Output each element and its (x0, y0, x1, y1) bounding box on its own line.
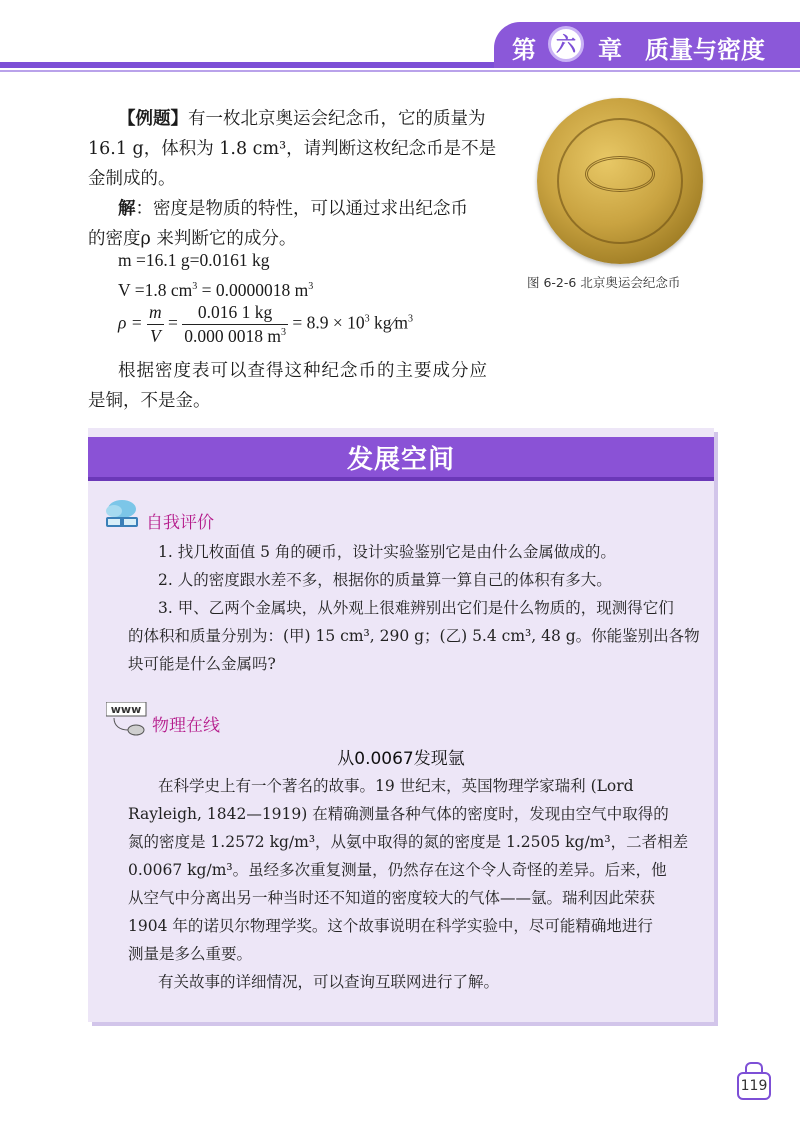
question-2: 2. 人的密度跟水差不多，根据你的质量算一算自己的体积有多大。 (158, 571, 612, 589)
physics-online-heading: 物理在线 (152, 716, 220, 736)
chapter-suffix: 章 (598, 35, 622, 64)
article-line-5: 从空气中分离出另一种当时还不知道的密度较大的气体——氩。瑞利因此荣获 (128, 889, 656, 907)
equation-volume: V =1.8 $cm^3 = 0.0000018$ $m^3$ (118, 280, 314, 300)
page-number: 119 (737, 1072, 771, 1100)
article-line-2: Rayleigh, 1842—1919) 在精确测量各种气体的密度时，发现由空气中取得的 (128, 805, 669, 823)
header-rule-thin (0, 70, 800, 72)
question-3-line-3: 块可能是什么金属吗? (128, 655, 276, 673)
development-title: 发展空间 (346, 445, 455, 475)
result-value: = 8.9 × 10 (292, 312, 365, 333)
commemorative-coin-image (537, 98, 703, 264)
article-line-7: 测量是多么重要。 (128, 945, 253, 963)
solution-text-1: ：密度是物质的特性，可以通过求出纪念币 (135, 199, 468, 219)
self-evaluation-heading: 自我评价 (146, 513, 214, 533)
example-text-1: 有一枚北京奥运会纪念币，它的质量为 (188, 109, 486, 129)
article-line-6: 1904 年的诺贝尔物理学奖。这个故事说明在科学实验中，尽可能精确地进行 (128, 917, 653, 935)
example-line-1 (118, 104, 486, 134)
example-line-3: 金制成的。 (88, 169, 176, 189)
chapter-number-badge: 六 (548, 26, 584, 62)
article-line-3: 氮的密度是 1.2572 kg∕m³，从氨中取得的氮的密度是 1.2505 kg∕m³，二者相差 (128, 833, 689, 851)
fraction-numerator: 0.016 1 kg (182, 302, 288, 325)
fraction-denominator-wrap: 0.000 0018 $m^3$ (184, 326, 286, 346)
fraction-m: m (147, 302, 164, 325)
coin-emblem (585, 156, 655, 192)
chapter-title: 质量与密度 (645, 35, 765, 64)
self-evaluation-icon (100, 497, 144, 533)
question-3-line-1: 3. 甲、乙两个金属块，从外观上很难辨别出它们是什么物质的，现测得它们 (158, 599, 674, 617)
question-3-line-2: 的体积和质量分别为：(甲) 15 cm³, 290 g；(乙) 5.4 cm³, 48 g。你能鉴别出各物 (128, 627, 700, 645)
example-line-2: 16.1 g，体积为 1.8 cm³，请判断这枚纪念币是不是 (88, 139, 497, 159)
www-icon (106, 702, 148, 736)
solution-label: 解 (118, 199, 136, 219)
fraction-m-over-v (147, 302, 164, 347)
result-unit: kg∕m (373, 312, 409, 333)
fraction-denominator: 0.000 0018 m (184, 326, 281, 346)
article-title: 从0.0067发现氩 (337, 749, 465, 769)
equation-density: ρ = $\frac{m}{V}$ = $\frac{0.016 1 kg}{0.000 0018 m^3}$ = $8.9 \times 10^3$ $kg∕m^3$ (118, 302, 414, 346)
chapter-prefix: 第 (512, 35, 536, 64)
fraction-v: V (149, 326, 161, 346)
equation-volume-left: V =1.8 cm (118, 280, 193, 300)
equation-volume-right: = 0.0000018 m (197, 280, 309, 300)
www-icon-text: www (110, 703, 142, 716)
solution-line-2: 的密度ρ 来判断它的成分。 (88, 229, 297, 249)
rho-symbol: ρ = (118, 312, 143, 333)
example-label: 【例题】 (118, 109, 188, 129)
figure-caption: 图 6-2-6 北京奥运会纪念币 (527, 275, 681, 290)
equals-sign: = (167, 312, 183, 333)
fraction-values (182, 302, 288, 347)
article-line-1: 在科学史上有一个著名的故事。19 世纪末，英国物理学家瑞利 (Lord (158, 777, 634, 795)
conclusion-line-2: 是铜，不是金。 (88, 391, 211, 411)
solution-line-1 (118, 194, 468, 224)
article-line-8: 有关故事的详细情况，可以查询互联网进行了解。 (158, 973, 500, 991)
article-line-4: 0.0067 kg∕m³。虽经多次重复测量，仍然存在这个令人奇怪的差异。后来，他 (128, 861, 667, 879)
conclusion-line-1: 根据密度表可以查得这种纪念币的主要成分应 (118, 361, 488, 381)
question-1: 1. 找几枚面值 5 角的硬币，设计实验鉴别它是由什么金属做成的。 (158, 543, 616, 561)
equation-mass: m =16.1 g=0.0161 kg (118, 250, 270, 270)
development-title-bar (88, 437, 714, 481)
